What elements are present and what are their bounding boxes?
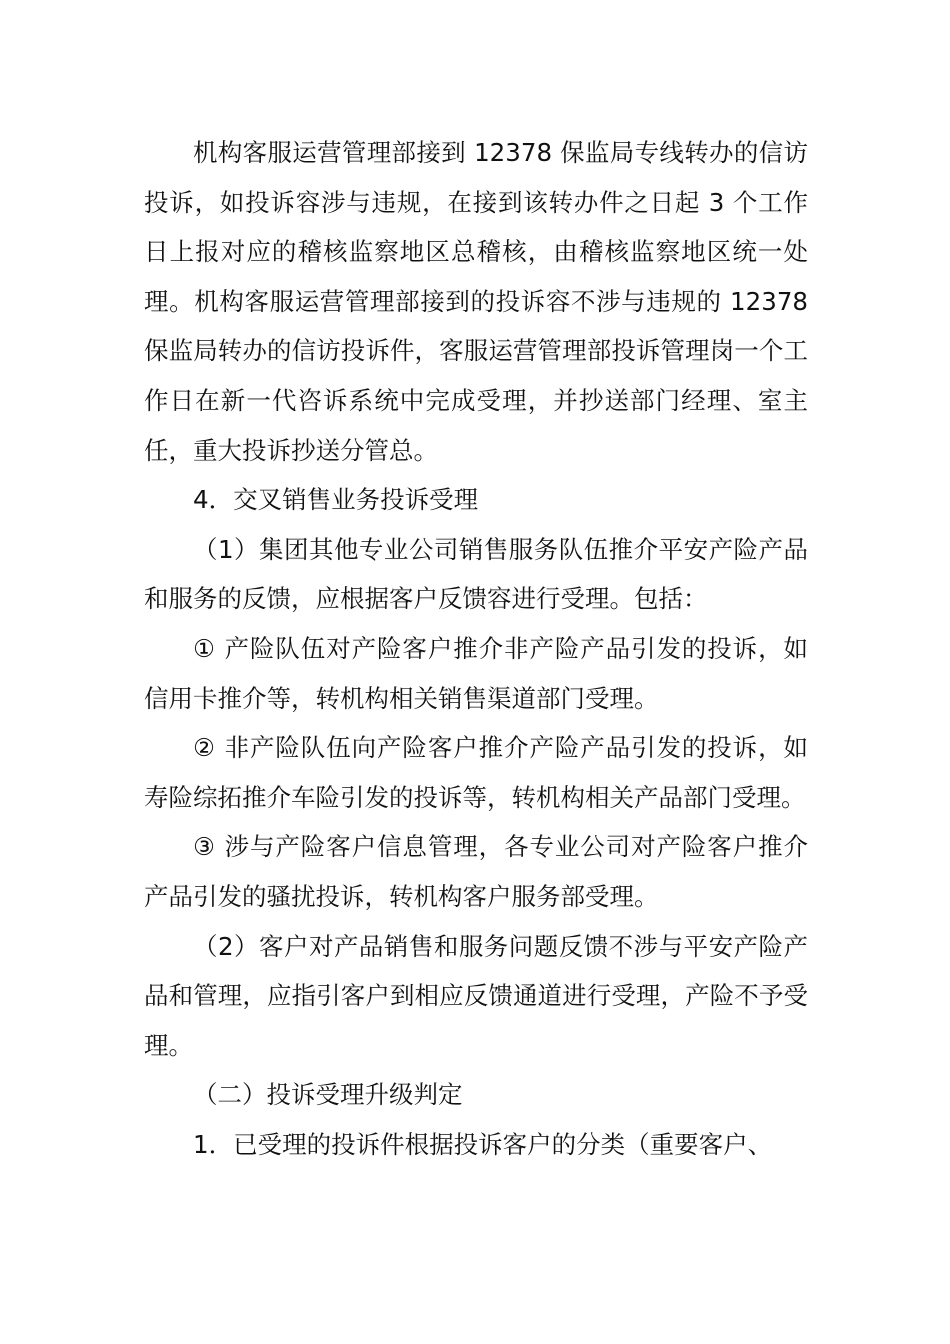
heading-escalation-judgement: （二）投诉受理升级判定 bbox=[193, 1080, 463, 1110]
list-item-1: ① 产险队伍对产险客户推介非产险产品引发的投诉，如信用卡推介等，转机构相关销售渠道部门受理。 bbox=[144, 633, 808, 713]
paragraph-letter-complaint-handling: 机构客服运营管理部接到 12378 保监局专线转办的信访投诉，如投诉容涉与违规，在接到该转办件之日起 3 个工作日上报对应的稽核监察地区总稽核，由稽核监察地区统一处理。机构客服运营管理部接到的投诉容不涉与违规的 12378 保监局转办的信访投诉件，客服运营管理部投诉管理岗一个工作日在新一代咨诉系统中完成受理，并抄送部门经理、室主任，重大投诉抄送分管总。 bbox=[144, 138, 808, 465]
paragraph-escalation-item-1: 1．已受理的投诉件根据投诉客户的分类（重要客户、 bbox=[193, 1129, 773, 1159]
paragraph-not-accepted: （2）客户对产品销售和服务问题反馈不涉与平安产险产品和管理，应指引客户到相应反馈通道进行受理，产险不予受理。 bbox=[144, 931, 808, 1060]
document-body bbox=[144, 128, 808, 1169]
list-item-3: ③ 涉与产险客户信息管理，各专业公司对产险客户推介产品引发的骚扰投诉，转机构客户服务部受理。 bbox=[144, 832, 808, 911]
heading-cross-selling-complaints: 4．交叉销售业务投诉受理 bbox=[193, 485, 479, 515]
paragraph-group-sales-feedback: （1）集团其他专业公司销售服务队伍推介平安产险产品和服务的反馈，应根据客户反馈容进行受理。包括： bbox=[144, 534, 808, 614]
list-item-2: ② 非产险队伍向产险客户推介产险产品引发的投诉，如寿险综拓推介车险引发的投诉等，转机构相关产品部门受理。 bbox=[144, 733, 808, 812]
